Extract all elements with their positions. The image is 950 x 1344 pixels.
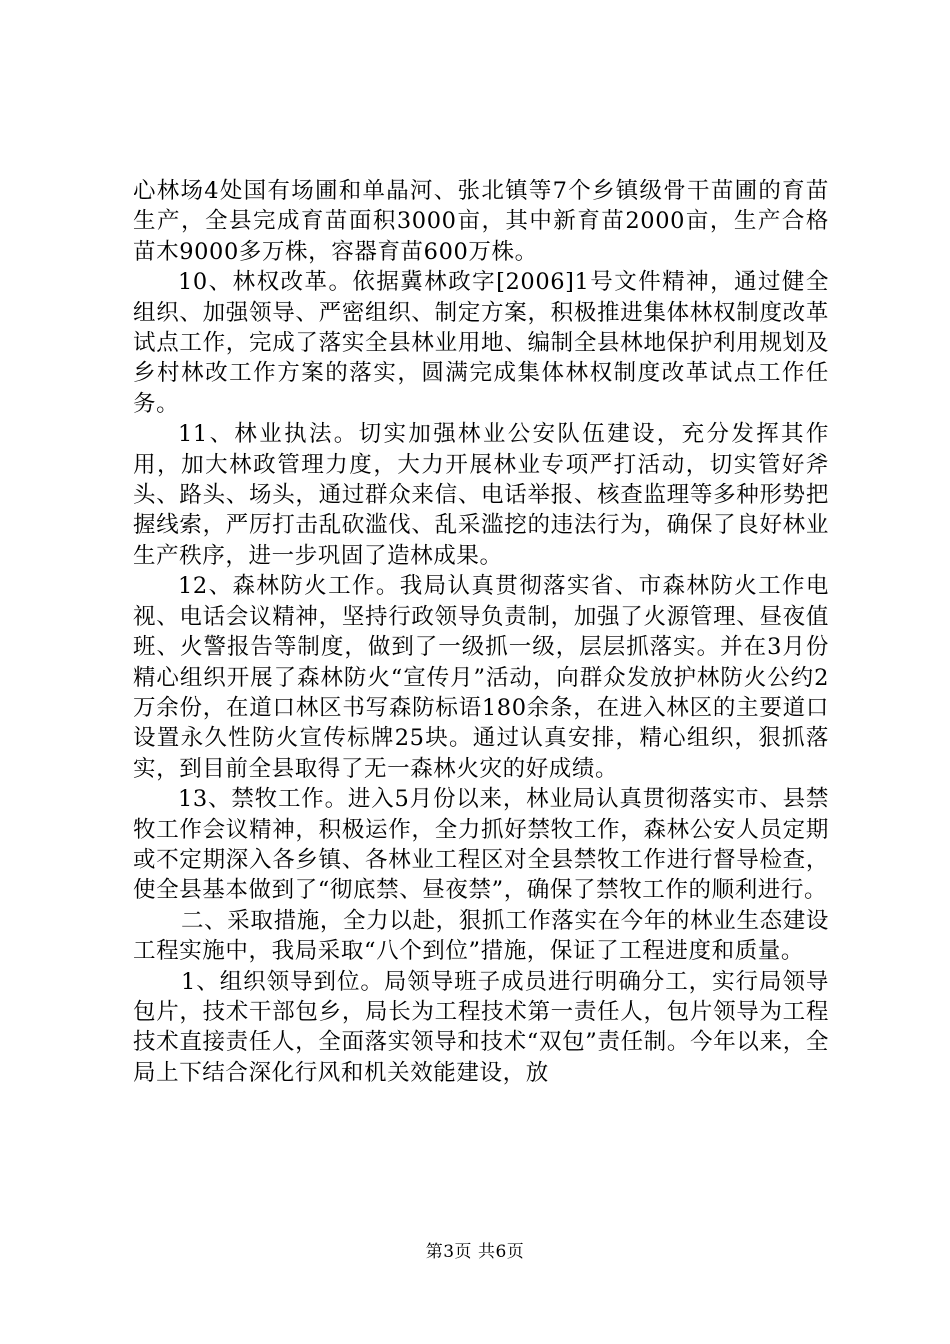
paragraph-forestry-law-enforcement: 11、林业执法。切实加强林业公安队伍建设，充分发挥其作用，加大林政管理力度，大力开展林业专项严打活动，切实管好斧头、路头、场头，通过群众来信、电话举报、核查监理等多种形势把握线索，严厉打击乱砍滥伐、乱采滥挖的违法行为，确保了良好林业生产秩序，进一步巩固了造林成果。 bbox=[133, 421, 829, 569]
paragraph-forest-fire-prevention: 12、森林防火工作。我局认真贯彻落实省、市森林防火工作电视、电话会议精神，坚持行政领导负责制，加强了火源管理、昼夜值班、火警报告等制度，做到了一级抓一级，层层抓落实。并在3月份精心组织开展了森林防火“宣传月”活动，向群众发放护林防火公约2万余份，在道口林区书写森防标语180余条，在进入林区的主要道口设置永久性防火宣传标牌25块。通过认真安排，精心组织，狠抓落实，到目前全县取得了无一森林火灾的好成绩。 bbox=[133, 573, 829, 782]
paragraph-forest-rights-reform: 10、林权改革。依据冀林政字[2006]1号文件精神，通过健全组织、加强领导、严密组织、制定方案，积极推进集体林权制度改革试点工作，完成了落实全县林业用地、编制全县林地保护利用规划及乡村林改工作方案的落实，圆满完成集体林权制度改革试点工作任务。 bbox=[133, 269, 829, 417]
document-body bbox=[133, 176, 829, 1088]
paragraph-nursery-continued: 心林场4处国有场圃和单晶河、张北镇等7个乡镇级骨干苗圃的育苗生产，全县完成育苗面积3000亩，其中新育苗2000亩，生产合格苗木9000多万株，容器育苗600万株。 bbox=[133, 178, 829, 265]
paragraph-leadership-in-place: 1、组织领导到位。局领导班子成员进行明确分工，实行局领导包片，技术干部包乡，局长为工程技术第一责任人，包片领导为工程技术直接责任人，全面落实领导和技术“双包”责任制。今年以来，全局上下结合深化行风和机关效能建设，放 bbox=[133, 968, 829, 1086]
paragraph-grazing-ban: 13、禁牧工作。进入5月份以来，林业局认真贯彻落实市、县禁牧工作会议精神，积极运作，全力抓好禁牧工作，森林公安人员定期或不定期深入各乡镇、各林业工程区对全县禁牧工作进行督导检查，使全县基本做到了“彻底禁、昼夜禁”，确保了禁牧工作的顺利进行。 bbox=[133, 786, 829, 904]
paragraph-section-two-heading: 二、采取措施，全力以赴，狠抓工作落实在今年的林业生态建设工程实施中，我局采取“八个到位”措施，保证了工程进度和质量。 bbox=[133, 907, 829, 965]
page-number-footer: 第3页 共6页 bbox=[425, 1242, 525, 1262]
